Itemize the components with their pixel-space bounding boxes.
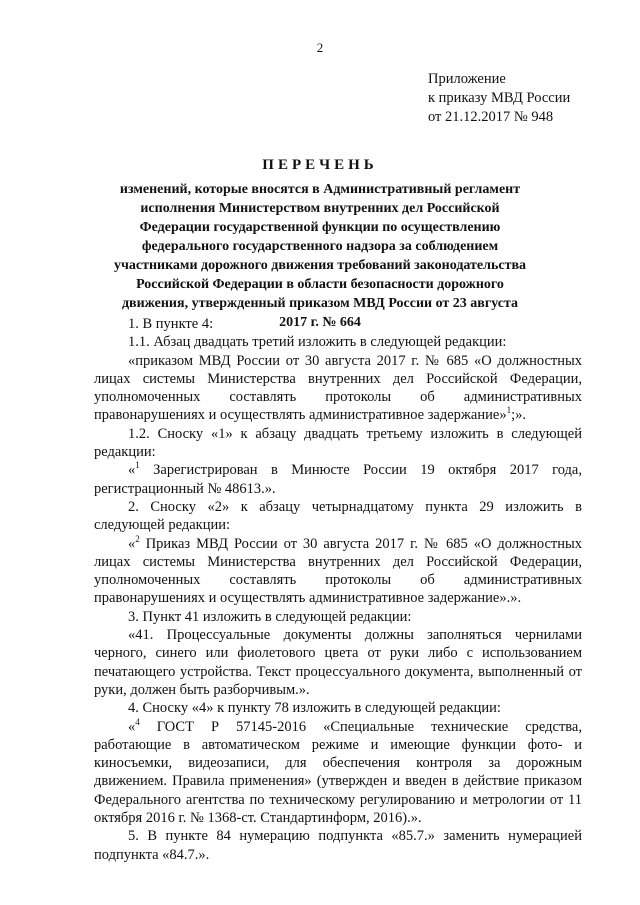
item-4-text (94, 718, 582, 828)
document-body (94, 315, 582, 864)
footnote-marker: 1 (506, 405, 512, 416)
item-1-2-text (94, 461, 582, 498)
item-1-1-end: ;». (511, 407, 526, 424)
item-1-1-text (94, 352, 582, 425)
item-4: 4. Сноску «4» к пункту 78 изложить в следующей редакции: (128, 700, 501, 717)
appendix-line-2: к приказу МВД России (428, 90, 571, 106)
item-3-text: «41. Процессуальные документы должны заполняться чернилами черного, синего или фиолетового цвета от руки либо с использованием печатающего устройства. Текст процессуального документа, выполненный от руки, должен быть разборчивым.». (94, 627, 582, 698)
footnote-marker: 1 (135, 460, 140, 471)
footnote-marker: 4 (135, 716, 140, 727)
appendix-header (428, 70, 570, 127)
quote-open: « (128, 535, 136, 552)
quote-open: « (128, 462, 136, 479)
item-2-body: Приказ МВД России от 30 августа 2017 г. № 685 «О должностных лицах системы Министерства внутренних дел Российской Федерации, уполномоченных составлять протоколы об административных правонарушениях и осуществлять административное задержание».». (94, 535, 582, 607)
page-number: 2 (316, 40, 324, 55)
document-title: ПЕРЕЧЕНЬ (262, 157, 378, 173)
appendix-line-1: Приложение (428, 71, 506, 87)
item-1-1: 1.1. Абзац двадцать третий изложить в следующей редакции: (128, 334, 507, 351)
quote-open: « (128, 718, 136, 735)
item-1-2: 1.2. Сноску «1» к абзацу двадцать третьему изложить в следующей редакции: (94, 425, 582, 461)
item-3: 3. Пункт 41 изложить в следующей редакции: (128, 608, 412, 625)
item-4-body: ГОСТ Р 57145-2016 «Специальные технические средства, работающие в автоматическом режиме и имеющие функции фото- и киносъемки, видеозаписи, для обеспечения контроля за дорожным движением. Правила применения» (утвержден и введен в действие приказом Федерального агентства по техническому регулированию и метрологии от 11 октября 2016 г. № 1368-ст. Стандартинформ, 2016).». (94, 718, 582, 827)
item-1-2-body: Зарегистрирован в Минюсте России 19 октября 2017 года, регистрационный № 48613.». (94, 462, 582, 497)
item-5: 5. В пункте 84 нумерацию подпункта «85.7.» заменить нумерацией подпункта «84.7.». (94, 828, 582, 863)
document-subtitle: изменений, которые вносятся в Административный регламент исполнения Министерством внутренних дел Российской Федерации государственной функции по осуществлению федерального государственного надзора за соблюдением участниками дорожного движения требований законодательства Российской Федерации в области безопасности дорожного движения, утвержденный приказом МВД России от 23 августа 2017 г. № 664 (113, 182, 527, 330)
appendix-line-3: от 21.12.2017 № 948 (428, 109, 554, 125)
item-2: 2. Сноску «2» к абзацу четырнадцатому пункта 29 изложить в следующей редакции: (94, 498, 582, 534)
item-1-1-body: «приказом МВД России от 30 августа 2017 г. № 685 «О должностных лицах системы Министерства внутренних дел Российской Федерации, уполномоченных составлять протоколы об административных правонарушениях и осуществлять административное задержание» (94, 352, 582, 424)
item-1: 1. В пункте 4: (128, 316, 214, 332)
item-2-text (94, 535, 582, 608)
footnote-marker: 2 (135, 533, 140, 544)
